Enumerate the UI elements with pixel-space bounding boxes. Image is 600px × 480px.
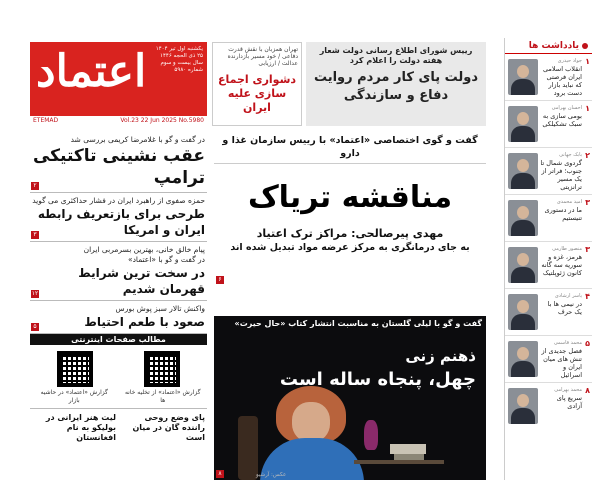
note-page-number: ۵	[585, 339, 590, 348]
bottom-stories	[30, 408, 207, 447]
story-kicker: پیام خالق خانی، بهترین بسرمربی ایران	[83, 245, 205, 254]
story-headline: عقب نشینی تاکتیکی ترامپ	[32, 146, 205, 188]
note-title: هرمز، غزه و سوریه سه گانه کانون ژئوپلتیک	[541, 253, 582, 277]
top-box-politics-headline: دشواری اجماع سازی علیه ایران	[217, 73, 297, 114]
photo-credit: عکس: آرشیو	[256, 472, 287, 478]
bottom-story[interactable]: پای وضع روحی راننده گان در میان است	[132, 413, 205, 442]
page-number-badge: ۵	[31, 323, 39, 331]
person-face-shape	[292, 402, 330, 442]
note-author: بابک جهانی	[559, 152, 582, 158]
note-title: انقلاب اسلامی ایران فرصتی که نباید بازار دست برود	[543, 65, 582, 97]
page-number-badge: ۳	[31, 231, 39, 239]
newspaper-front-page	[28, 38, 600, 480]
qr-caption: گزارش «اعتماد» در حاشیه بازار	[40, 389, 108, 404]
bullet-icon	[582, 43, 588, 49]
note-item[interactable]	[505, 195, 592, 242]
table-shape	[354, 460, 444, 464]
author-portrait	[508, 294, 538, 330]
note-author: احسان بهرامی	[551, 105, 582, 111]
note-title: گردوی شمال تا جنوب؛ فراتر از یک مسیر ترانزیتی	[540, 159, 582, 191]
top-box-government-headline: دولت پای کار مردم روایت دفاع و سازندگی	[313, 70, 479, 103]
notes-column	[504, 38, 592, 480]
top-box-government[interactable]	[306, 42, 486, 126]
masthead-latin-name: ETEMAD	[33, 117, 59, 124]
note-author: محمد قاسمی	[553, 340, 582, 346]
story-headline: طرحی برای بازتعریف رابطه ایران و امریکا	[37, 207, 205, 237]
note-author: منصور طارمی	[552, 246, 582, 252]
note-item[interactable]	[505, 148, 592, 195]
page-number-badge: ۸	[216, 470, 224, 478]
note-author: محمد بهرامی	[554, 387, 582, 393]
lead-headline[interactable]: مناقشه تریاک	[247, 180, 453, 215]
masthead[interactable]	[30, 42, 207, 126]
story-kicker: واکنش تالار سبز پوش بورس	[115, 304, 205, 313]
note-item[interactable]	[505, 101, 592, 148]
note-page-number: ۱	[585, 104, 590, 113]
note-item[interactable]	[505, 336, 592, 383]
photo-headline-2: چهل، پنجاه ساله است	[279, 369, 476, 390]
lead-subheadline: مهدی پیرصالحی: مراکز ترک اعتیاد	[256, 227, 444, 240]
note-text	[540, 104, 582, 128]
online-content-bar: مطالب صفحات اینترنتی	[30, 334, 207, 345]
newspaper-logo[interactable]: اعتماد	[36, 46, 147, 97]
note-page-number: ۱	[585, 57, 590, 66]
notes-title: یادداشت ها	[528, 40, 579, 51]
top-box-government-kicker: رییس شورای اطلاع رسانی دولت شعار هفته دولت را اعلام کرد	[319, 46, 473, 65]
story-trump[interactable]	[30, 132, 207, 193]
story-kicker-secondary: در گفت و گو با «اعتماد»	[127, 255, 205, 264]
photo-headline: ذهنم زنی	[405, 347, 476, 365]
left-column	[30, 132, 207, 480]
story-headline: در سخت ترین شرایط قهرمان شدیم	[78, 266, 205, 296]
top-box-politics[interactable]	[212, 42, 302, 126]
note-title: سریع پای آزادی	[556, 394, 582, 410]
note-text	[540, 151, 582, 191]
note-title: ما در دستوری تنیستیم	[544, 206, 582, 222]
note-author: یاسر ارشادی	[554, 293, 582, 299]
note-text	[540, 198, 582, 222]
author-portrait	[508, 388, 538, 424]
note-title: در نیمی ها با یک حرف	[547, 300, 582, 316]
note-item[interactable]	[505, 383, 592, 430]
author-portrait	[508, 106, 538, 142]
issue-hijri-line: ۲۵ ذی الحجه ۱۴۴۶	[159, 53, 203, 59]
note-text	[540, 339, 582, 379]
author-portrait	[508, 341, 538, 377]
note-page-number: ۳	[585, 198, 590, 207]
issue-date-line: یکشنبه اول تیر ۱۴۰۴	[155, 46, 203, 52]
author-portrait	[508, 59, 538, 95]
note-item[interactable]	[505, 54, 592, 101]
top-box-politics-kicker: تهران همزبان با نقش قدرت دفاعی / خود مسیر بازدارنده عدالت / ارزیابی	[227, 46, 298, 67]
note-page-number: ۳	[585, 245, 590, 254]
story-kicker: حمزه صفوی از راهبرد ایران در فشار حداکثری می گوید	[32, 196, 205, 205]
feature-photo[interactable]	[214, 316, 486, 480]
issue-year-line: سال بیست و سوم	[160, 60, 203, 66]
page-number-badge: ۱۲	[31, 290, 39, 297]
qr-code-icon[interactable]	[57, 351, 93, 387]
note-text	[540, 57, 582, 97]
author-portrait	[508, 247, 538, 283]
note-author: جواد حیدری	[557, 58, 582, 64]
qr-row	[30, 345, 207, 389]
note-page-number: ۸	[585, 386, 590, 395]
issue-info	[133, 46, 203, 74]
author-portrait	[508, 153, 538, 189]
qr-caption: گزارش «اعتماد» از تخلیه خانه ها	[124, 389, 201, 404]
note-title: فصل جدیدی از تنش های میان ایران و اسرائیل	[541, 347, 582, 379]
masthead-strip	[30, 116, 207, 126]
note-page-number: ۲	[585, 151, 590, 160]
story-headline: صعود با طعم احتیاط	[84, 315, 205, 329]
page-number-badge: ۲	[31, 182, 39, 190]
vase-shape	[364, 420, 378, 450]
books-shape	[390, 444, 426, 454]
note-author: امید محمدی	[556, 199, 582, 205]
bottom-story[interactable]: لیت هنر ایرانی در بولیکو به نام افغانستان	[45, 413, 116, 442]
note-item[interactable]	[505, 242, 592, 289]
books-shape	[394, 454, 424, 460]
story-champion[interactable]	[30, 242, 207, 301]
masthead-volume: Vol.23 22 Jun 2025 No.5980	[120, 117, 204, 124]
center-column	[214, 132, 486, 480]
note-text	[540, 292, 582, 316]
lead-subheadline-2: به جای درمانگری به مرکز عرضه مواد تبدیل شده اند	[230, 242, 470, 253]
notes-header	[505, 38, 592, 54]
issue-number-line: شماره ۵۹۸۰	[174, 67, 203, 73]
story-stock-market[interactable]	[30, 301, 207, 334]
note-title: بومی سازی به سبک تشکیلکی	[542, 112, 582, 128]
page-number-badge: ۶	[216, 276, 224, 284]
photo-caption: گفت و گو با لیلی گلستان به مناسبت انتشار کتاب «حال حیرت»	[234, 319, 482, 328]
chair-shape	[238, 416, 258, 480]
note-item[interactable]	[505, 289, 592, 336]
story-iran-us[interactable]	[30, 193, 207, 242]
note-text	[540, 386, 582, 410]
note-page-number: ۴	[585, 292, 590, 301]
qr-code-icon[interactable]	[144, 351, 180, 387]
lead-kicker: گفت و گوی اختصاصی «اعتماد» با رییس سازمان غذا و دارو	[214, 132, 486, 164]
qr-captions	[30, 389, 207, 405]
story-kicker: در گفت و گو با غلامرضا کریمی بررسی شد	[70, 135, 205, 144]
note-text	[540, 245, 582, 277]
author-portrait	[508, 200, 538, 236]
